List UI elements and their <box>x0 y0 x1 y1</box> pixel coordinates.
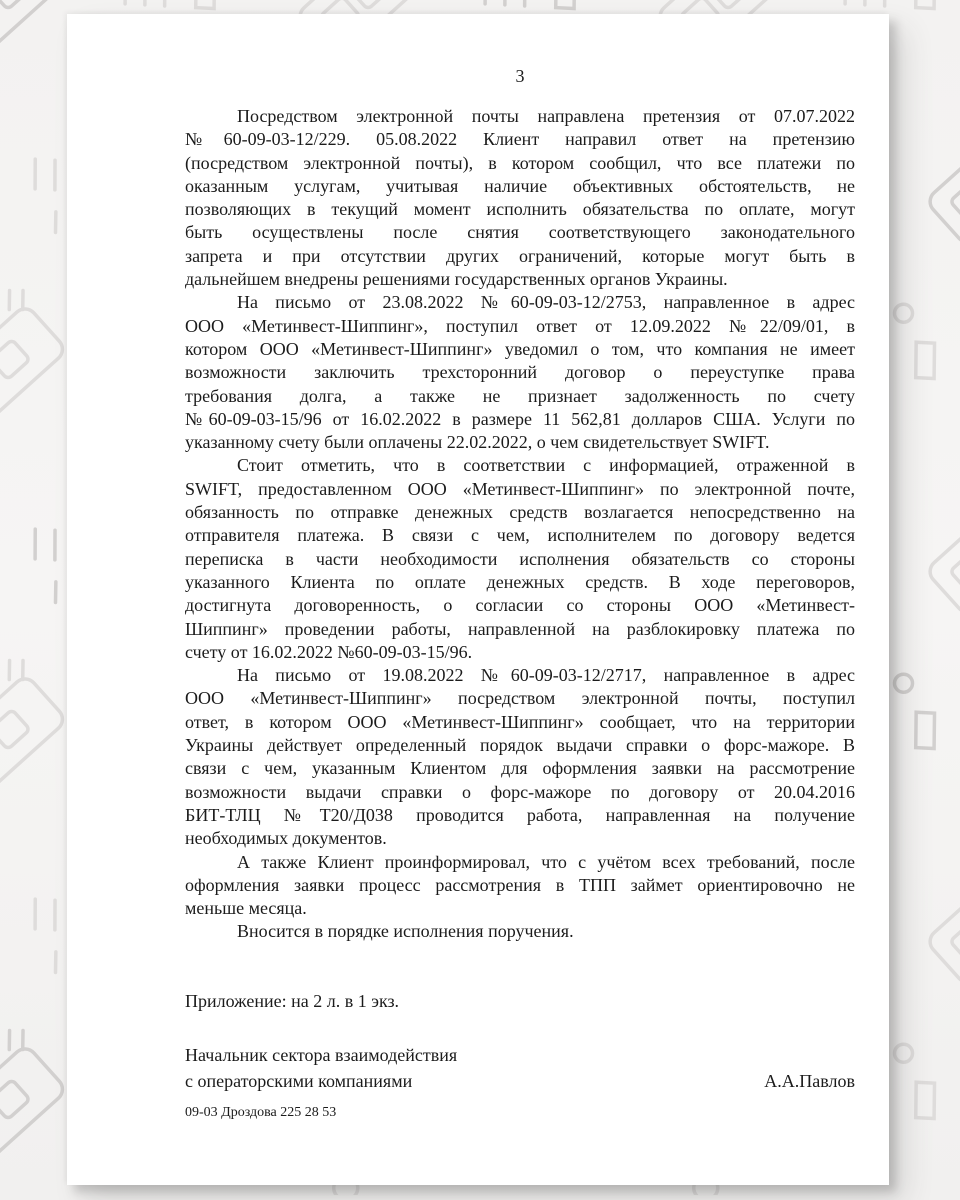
text-line: Шиппинг» проведении работы, направленной на разблокировку платежа по <box>185 618 855 639</box>
signer-position <box>185 1042 457 1094</box>
text-line: позволяющих в текущий момент исполнить обязательства по оплате, могут <box>185 199 855 220</box>
text-line: указанного Клиента по оплате денежных средств. В ходе переговоров, <box>185 571 855 592</box>
text-line: Вносится в порядке исполнения поручения. <box>237 921 574 942</box>
text-line: связи с чем, указанным Клиентом для оформления заявки на рассмотрение <box>185 758 855 779</box>
paragraph <box>185 291 855 454</box>
text-line: На письмо от 19.08.2022 №60-09-03-12/2717, направленное в адрес <box>237 665 855 686</box>
attachment-note: Приложение: на 2 л. в 1 экз. <box>185 990 400 1011</box>
text-line: Украины действует определенный порядок выдачи справки о форс-мажоре. В <box>185 735 855 756</box>
paragraph <box>185 105 855 291</box>
text-line: оказанным услугам, учитывая наличие объективных обстоятельств, не <box>185 175 855 196</box>
device-line-icon <box>900 830 960 1010</box>
text-line: запрета и при отсутствии других ограничений, которые могут быть в <box>185 245 855 266</box>
text-line: меньше месяца. <box>185 898 307 919</box>
text-line: SWIFT, предоставленном ООО «Метинвест-Шиппинг» по электронной почте, <box>185 478 855 499</box>
text-line: возможности выдачи справки о форс-мажоре по договору от 20.04.2016 <box>185 781 855 802</box>
text-line: №60-09-03-12/229. 05.08.2022 Клиент направил ответ на претензию <box>185 129 855 150</box>
text-line: БИТ-ТЛЦ №Т20/Д038 проводится работа, направленная на получение <box>185 804 855 825</box>
text-line: ООО «Метинвест-Шиппинг» посредством электронной почты, поступил <box>185 688 855 709</box>
text-line: (посредством электронной почты), в котором сообщил, что все платежи по <box>185 152 855 173</box>
text-line: оформления заявки процесс рассмотрения в ТПП займет ориентировочно не <box>185 874 855 895</box>
executor-footer: 09-03 Дроздова 225 28 53 <box>185 1104 337 1120</box>
paragraph <box>185 920 855 943</box>
text-line: котором ООО «Метинвест-Шиппинг» уведомил о том, что компания не имеет <box>185 338 855 359</box>
text-line: ООО «Метинвест-Шиппинг», поступил ответ от 12.09.2022 №22/09/01, в <box>185 315 855 336</box>
text-line: обязанность по отправке денежных средств возлагается непосредственно на <box>185 502 855 523</box>
text-line: возможности заключить трехсторонний договор о переуступке права <box>185 362 855 383</box>
text-line: достигнута договоренность, о согласии со стороны ООО «Метинвест- <box>185 595 855 616</box>
text-line: указанному счету были оплачены 22.02.2022, о чем свидетельствует SWIFT. <box>185 432 770 453</box>
signer-name: А.А.Павлов <box>764 1070 855 1091</box>
text-line: Стоит отметить, что в соответствии с информацией, отраженной в <box>237 455 855 476</box>
paragraph <box>185 664 855 850</box>
text-line: ответ, в котором ООО «Метинвест-Шиппинг» сообщает, что на территории <box>185 711 855 732</box>
device-line-icon <box>900 90 960 270</box>
signer-position-line: Начальник сектора взаимодействия <box>185 1044 458 1065</box>
document-page <box>67 14 889 1185</box>
text-line: На письмо от 23.08.2022 №60-09-03-12/2753, направленное в адрес <box>237 292 855 313</box>
text-line: А также Клиент проинформировал, что с учётом всех требований, после <box>237 851 855 872</box>
text-line: Посредством электронной почты направлена претензия от 07.07.2022 <box>237 106 855 126</box>
text-line: быть осуществлены после снятия соответствующего законодательного <box>185 222 855 243</box>
device-line-icon <box>900 460 960 640</box>
text-line: переписка в части необходимости исполнения обязательств со стороны <box>185 548 855 569</box>
text-line: №60-09-03-15/96 от 16.02.2022 в размере 11 562,81 долларов США. Услуги по <box>185 408 855 429</box>
paragraph <box>185 851 855 921</box>
text-line: дальнейшем внедрены решениями государственных органов Украины. <box>185 269 728 290</box>
text-line: необходимых документов. <box>185 828 387 849</box>
signature-block <box>185 1042 855 1094</box>
page-number: 3 <box>515 66 525 86</box>
paragraph <box>185 454 855 664</box>
text-line: счету от 16.02.2022 №60-09-03-15/96. <box>185 641 473 662</box>
text-line: требования долга, а также не признает задолженность по счету <box>185 385 855 406</box>
document-content <box>67 65 889 1121</box>
signer-position-line: с операторскими компаниями <box>185 1070 413 1091</box>
paragraphs <box>185 105 855 944</box>
text-line: отправителя платежа. В связи с чем, исполнителем по договору ведется <box>185 525 855 546</box>
